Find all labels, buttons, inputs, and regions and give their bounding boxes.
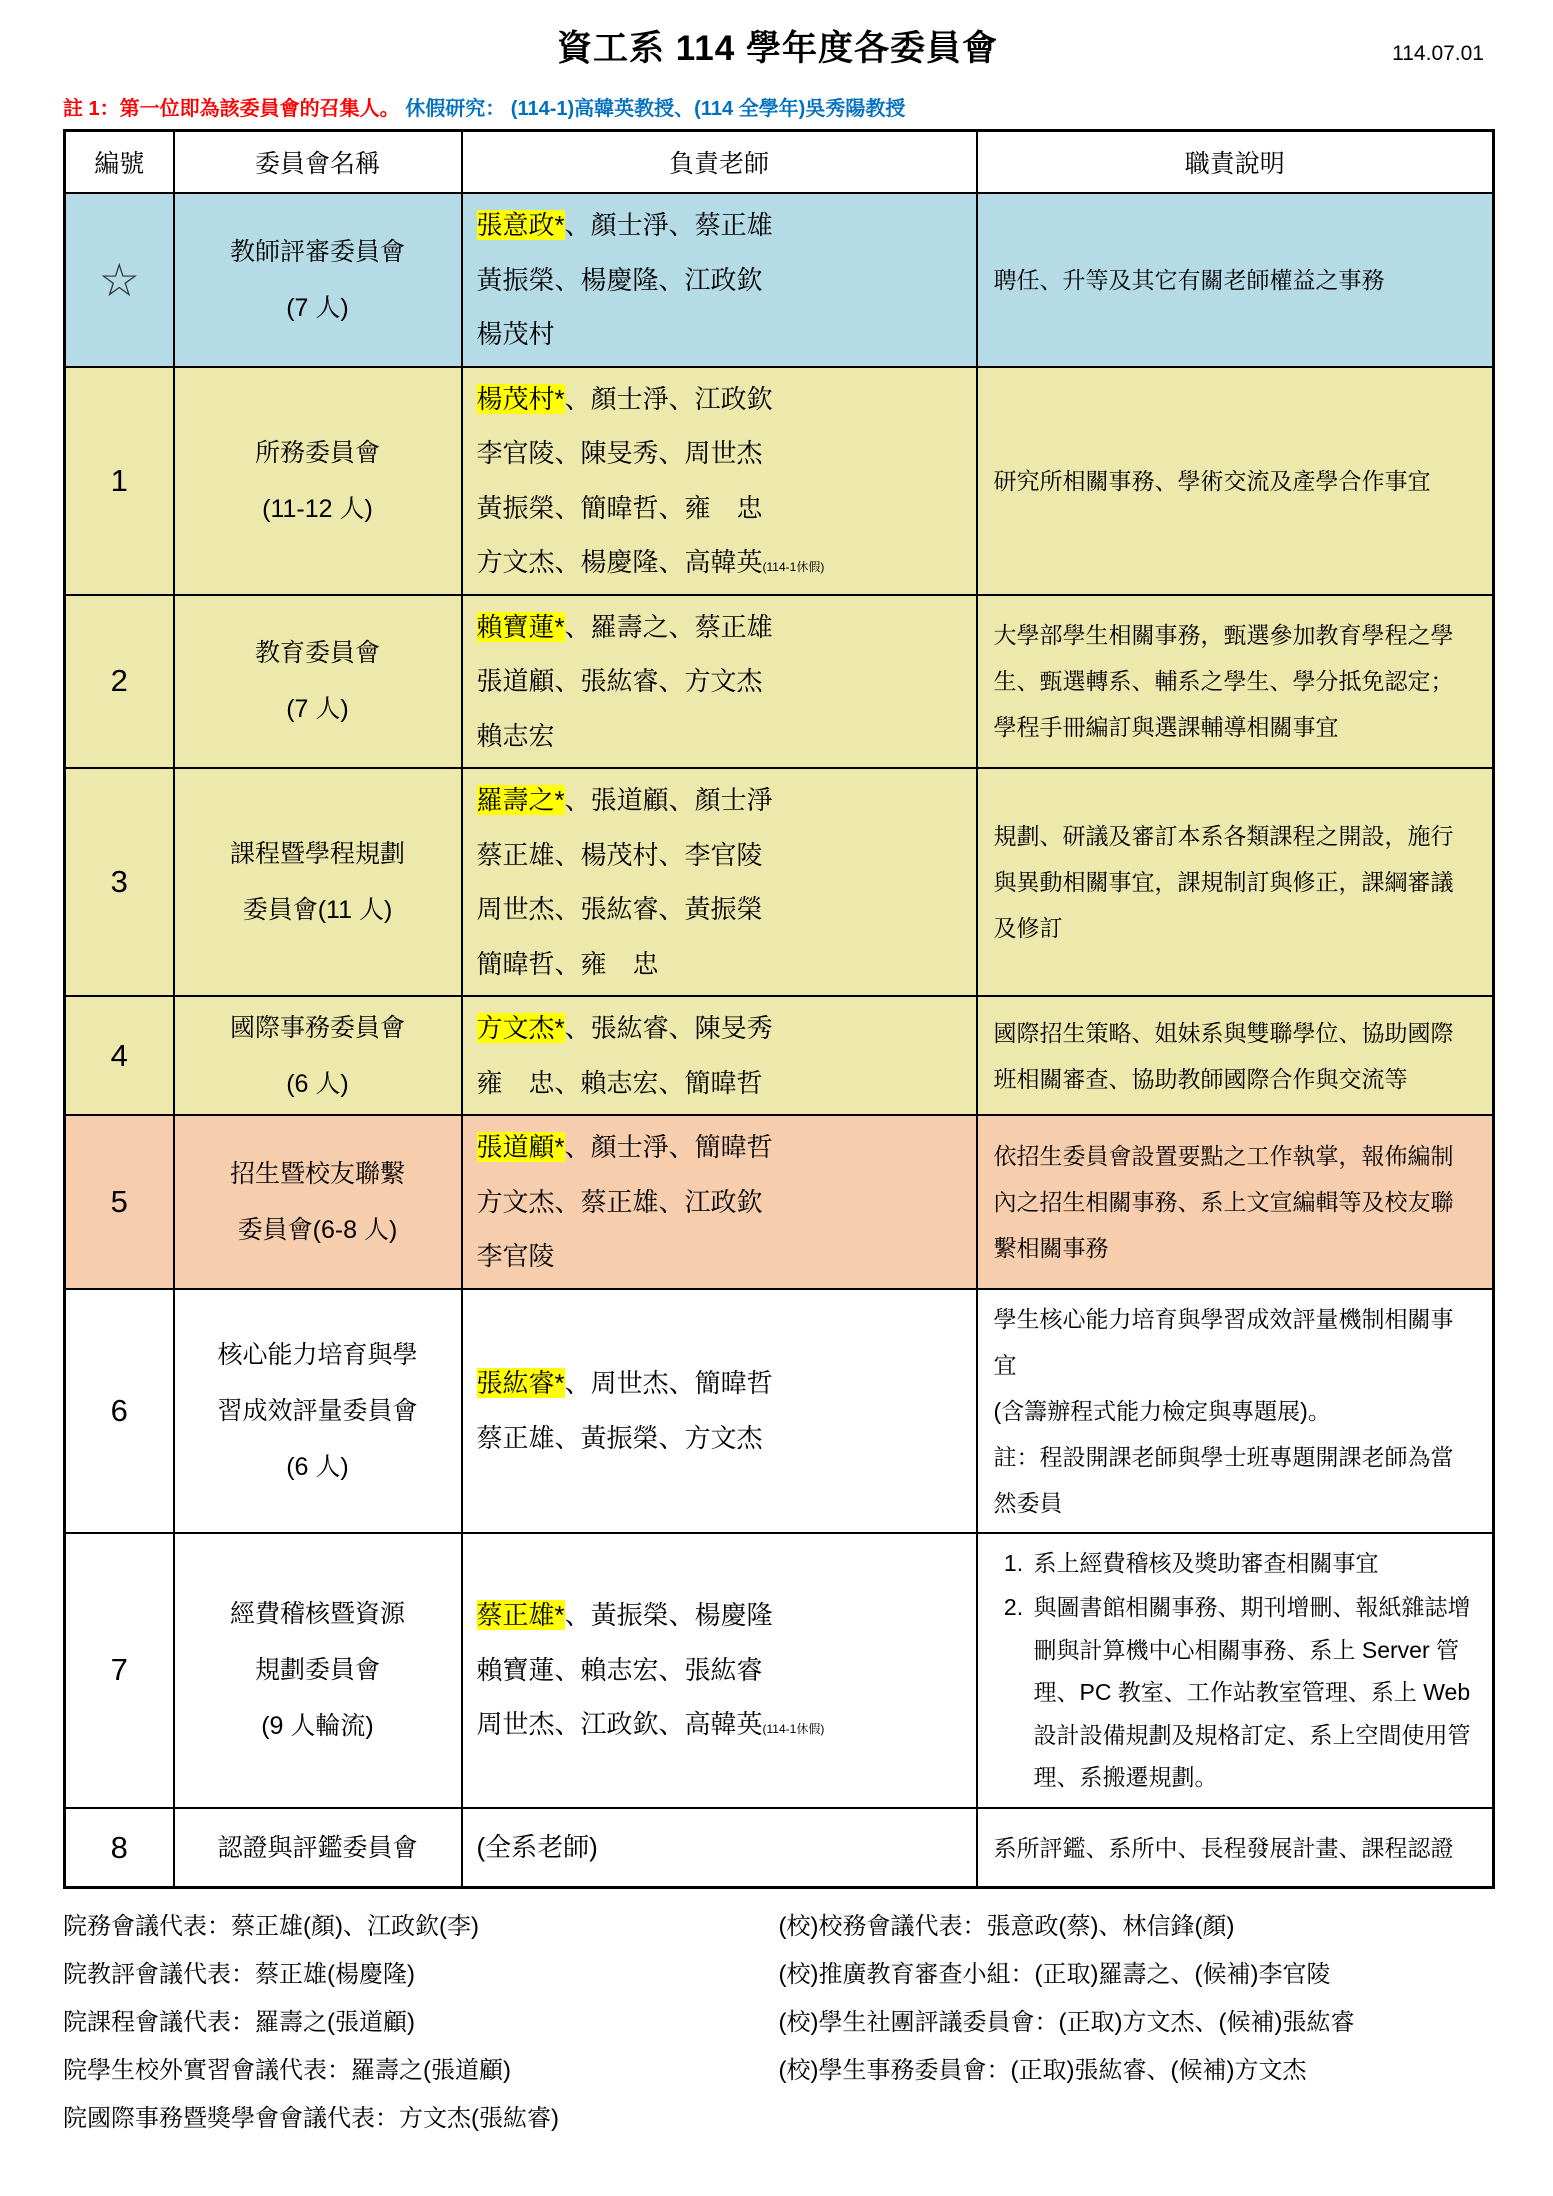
duty-list-item: 2. 與圖書館相關事務、期刊增刪、報紙雜誌增刪與計算機中心相關事務、系上 Server 管理、PC 教室、工作站教室管理、系上 Web 設計設備規劃及規格訂定、系上空間使用管理、系搬遷規劃。 (1030, 1586, 1477, 1799)
teachers-line: 賴志宏 (476, 720, 555, 751)
teachers-line: 方文杰、蔡正雄、江政欽 (476, 1186, 763, 1217)
committee-name-line: 委員會(6-8 人) (237, 1215, 398, 1244)
footer-left-column (63, 1903, 777, 2143)
duty-description (977, 1115, 1494, 1289)
committee-name-line: 規劃委員會 (254, 1656, 380, 1685)
teachers-cell (462, 595, 977, 769)
duty-description (977, 595, 1494, 769)
committee-name-line: (7 人) (286, 695, 349, 724)
duty-paragraph: 學生核心能力培育與學習成效評量機制相關事宜 (993, 1305, 1454, 1378)
teachers-cell (462, 193, 977, 367)
table-header-row (65, 131, 1494, 194)
committee-name-line: (6 人) (286, 1452, 349, 1481)
footer-representatives (63, 1903, 1492, 2143)
committee-name (174, 1808, 462, 1888)
teachers-cell (462, 1115, 977, 1289)
teachers-plain: (全系老師) (476, 1832, 598, 1863)
teachers-line: 方文杰、楊慶隆、高韓英(114-1休假) (476, 547, 825, 577)
note-sabbatical: 休假研究： (114-1)高韓英教授、(114 全學年)吳秀陽教授 (405, 98, 906, 120)
teachers-cell (462, 768, 977, 996)
teachers-line: 蔡正雄*、黃振榮、楊慶隆 (476, 1600, 773, 1631)
duty-paragraph: 規劃、研議及審訂本系各類課程之開設，施行與異動相關事宜，課規制訂與修正，課綱審議及修訂 (993, 823, 1454, 941)
footer-representative-line: 院國際事務暨獎學會會議代表：方文杰(張紘睿) (63, 2105, 559, 2133)
row-id: 3 (65, 768, 174, 996)
duty-description (977, 1533, 1494, 1808)
footer-representative-line: 院務會議代表：蔡正雄(顏)、江政欽(李) (63, 1913, 479, 1941)
teachers-line: 周世杰、江政欽、高韓英(114-1休假) (476, 1709, 825, 1740)
duty-paragraph: 研究所相關事務、學術交流及產學合作事宜 (993, 467, 1431, 494)
table-row (65, 1808, 1494, 1888)
duty-description (977, 768, 1494, 996)
row-id: 4 (65, 996, 174, 1115)
teachers-line: 張道顧*、顏士淨、簡暐哲 (476, 1132, 773, 1162)
note-convener: 註 1：第一位即為該委員會的召集人。 (63, 98, 400, 120)
row-id: 5 (65, 1115, 174, 1289)
committee-table (63, 129, 1495, 1889)
page-title: 資工系 114 學年度各委員會 (557, 29, 998, 68)
committee-name-line: (9 人輪流) (261, 1712, 374, 1741)
table-row (65, 367, 1494, 595)
committee-name (174, 367, 462, 595)
committee-table-body (65, 193, 1494, 1888)
teachers-line: 方文杰*、張紘睿、陳旻秀 (476, 1013, 773, 1043)
col-header-id: 編號 (65, 131, 174, 194)
footer-representative-line: 院學生校外實習會議代表：羅壽之(張道顧) (63, 2057, 511, 2085)
convener-highlight: 方文杰* (476, 1013, 565, 1043)
teachers-line: 張意政*、顏士淨、蔡正雄 (476, 210, 773, 240)
committee-name-line: 招生暨校友聯繫 (229, 1159, 405, 1188)
committee-name (174, 1533, 462, 1808)
table-row (65, 595, 1494, 769)
row-id: 1 (65, 367, 174, 595)
committee-name-line: 國際事務委員會 (229, 1013, 405, 1042)
teachers-line: 黃振榮、簡暐哲、雍 忠 (476, 492, 763, 523)
convener-highlight: 張道顧* (476, 1132, 565, 1162)
teachers-line: 周世杰、張紘睿、黃振榮 (476, 894, 763, 924)
teachers-line: 簡暐哲、雍 忠 (476, 948, 659, 979)
footer-representative-line: 院課程會議代表：羅壽之(張道顧) (63, 2009, 415, 2037)
duty-description (977, 193, 1494, 367)
committee-name-line: 教育委員會 (254, 639, 380, 668)
duty-description (977, 367, 1494, 595)
teachers-line: 張紘睿*、周世杰、簡暐哲 (476, 1368, 773, 1398)
teachers-line: 楊茂村 (476, 319, 555, 349)
committee-name-line: 教師評審委員會 (229, 237, 405, 266)
teachers-line: 黃振榮、楊慶隆、江政欽 (476, 264, 763, 295)
teachers-line: 楊茂村*、顏士淨、江政欽 (476, 383, 773, 414)
teachers-cell (462, 1533, 977, 1808)
committee-name-line: 課程暨學程規劃 (229, 840, 405, 868)
row-id-star: ☆ (65, 193, 174, 367)
row-id: 7 (65, 1533, 174, 1808)
teachers-line: 賴寶蓮*、羅壽之、蔡正雄 (476, 611, 773, 642)
row-id: 6 (65, 1289, 174, 1533)
table-row (65, 1115, 1494, 1289)
row-id: 8 (65, 1808, 174, 1888)
document-header (63, 16, 1492, 82)
teachers-cell (462, 367, 977, 595)
teachers-line: 蔡正雄、黃振榮、方文杰 (476, 1422, 763, 1453)
duty-list (994, 1542, 1477, 1799)
committee-name (174, 1289, 462, 1533)
convener-highlight: 張意政* (476, 210, 565, 240)
convener-highlight: 蔡正雄* (476, 1600, 565, 1631)
committee-name (174, 595, 462, 769)
duty-paragraph: 大學部學生相關事務，甄選參加教育學程之學生、甄選轉系、輔系之學生、學分抵免認定；學程手冊編訂與選課輔導相關事宜 (993, 622, 1454, 741)
footer-representative-line: 院教評會議代表：蔡正雄(楊慶隆) (63, 1961, 415, 1989)
teachers-cell (462, 996, 977, 1115)
footer-right-column (777, 1903, 1493, 2143)
sabbatical-small-note: (114-1休假) (762, 1722, 825, 1737)
document-date: 114.07.01 (1392, 42, 1484, 65)
teachers-line: 雍 忠、賴志宏、簡暐哲 (476, 1067, 763, 1098)
footer-representative-line: (校)學生社團評議委員會：(正取)方文杰、(候補)張紘睿 (778, 2009, 1355, 2037)
duty-list-item: 1. 系上經費稽核及獎助審查相關事宜 (1030, 1542, 1477, 1585)
teachers-cell (462, 1808, 977, 1888)
convener-highlight: 楊茂村* (476, 383, 565, 414)
committee-name-line: 所務委員會 (254, 438, 380, 467)
col-header-teachers: 負責老師 (462, 131, 977, 194)
table-row (65, 996, 1494, 1115)
committee-name (174, 193, 462, 367)
committee-name (174, 1115, 462, 1289)
convener-highlight: 賴寶蓮* (476, 611, 565, 642)
committee-name-line: 經費稽核暨資源 (229, 1600, 405, 1629)
teachers-line: 李官陵 (476, 1241, 555, 1271)
duty-paragraph: 註：程設開課老師與學士班專題開課老師為當然委員 (993, 1443, 1454, 1516)
table-row (65, 193, 1494, 367)
committee-name-line: 習成效評量委員會 (217, 1396, 418, 1425)
col-header-committee-name: 委員會名稱 (174, 131, 462, 194)
duty-paragraph: 聘任、升等及其它有關老師權益之事務 (993, 266, 1385, 293)
note-line (63, 92, 1492, 121)
committee-name (174, 768, 462, 996)
convener-highlight: 羅壽之* (476, 785, 565, 815)
duty-description (977, 996, 1494, 1115)
duty-paragraph: 依招生委員會設置要點之工作執掌，報佈編制內之招生相關事務、系上文宣編輯等及校友聯繫相關事務 (993, 1142, 1454, 1261)
committee-name-line: (6 人) (286, 1069, 349, 1098)
duty-paragraph: 系所評鑑、系所中、長程發展計畫、課程認證 (993, 1834, 1454, 1861)
committee-name-line: (7 人) (286, 293, 349, 322)
teachers-line: 賴寶蓮、賴志宏、張紘睿 (476, 1654, 763, 1685)
footer-representative-line: (校)推廣教育審查小組：(正取)羅壽之、(候補)李官陵 (778, 1961, 1331, 1989)
sabbatical-small-note: (114-1休假) (762, 560, 825, 574)
table-row (65, 1289, 1494, 1533)
teachers-cell (462, 1289, 977, 1533)
row-id: 2 (65, 595, 174, 769)
committee-name-line: 認證與評鑑委員會 (217, 1833, 418, 1862)
footer-representative-line: (校)學生事務委員會：(正取)張紘睿、(候補)方文杰 (778, 2057, 1307, 2085)
teachers-line: 張道顧、張紘睿、方文杰 (476, 666, 763, 696)
duty-paragraph: 國際招生策略、姐妹系與雙聯學位、協助國際班相關審查、協助教師國際合作與交流等 (993, 1019, 1454, 1092)
duty-description (977, 1808, 1494, 1888)
teachers-line: 李官陵、陳旻秀、周世杰 (476, 438, 763, 468)
col-header-duties: 職責說明 (977, 131, 1494, 194)
table-row (65, 1533, 1494, 1808)
footer-representative-line: (校)校務會議代表：張意政(蔡)、林信鋒(顏) (778, 1913, 1235, 1941)
teachers-line: 羅壽之*、張道顧、顏士淨 (476, 785, 773, 815)
duty-description (977, 1289, 1494, 1533)
teachers-line: 蔡正雄、楊茂村、李官陵 (476, 839, 763, 870)
committee-name (174, 996, 462, 1115)
committee-name-line: (11-12 人) (262, 494, 373, 523)
duty-paragraph: (含籌辦程式能力檢定與專題展)。 (993, 1397, 1331, 1424)
committee-name-line: 委員會(11 人) (242, 896, 393, 924)
convener-highlight: 張紘睿* (476, 1368, 565, 1398)
committee-name-line: 核心能力培育與學 (217, 1340, 418, 1369)
table-row (65, 768, 1494, 996)
